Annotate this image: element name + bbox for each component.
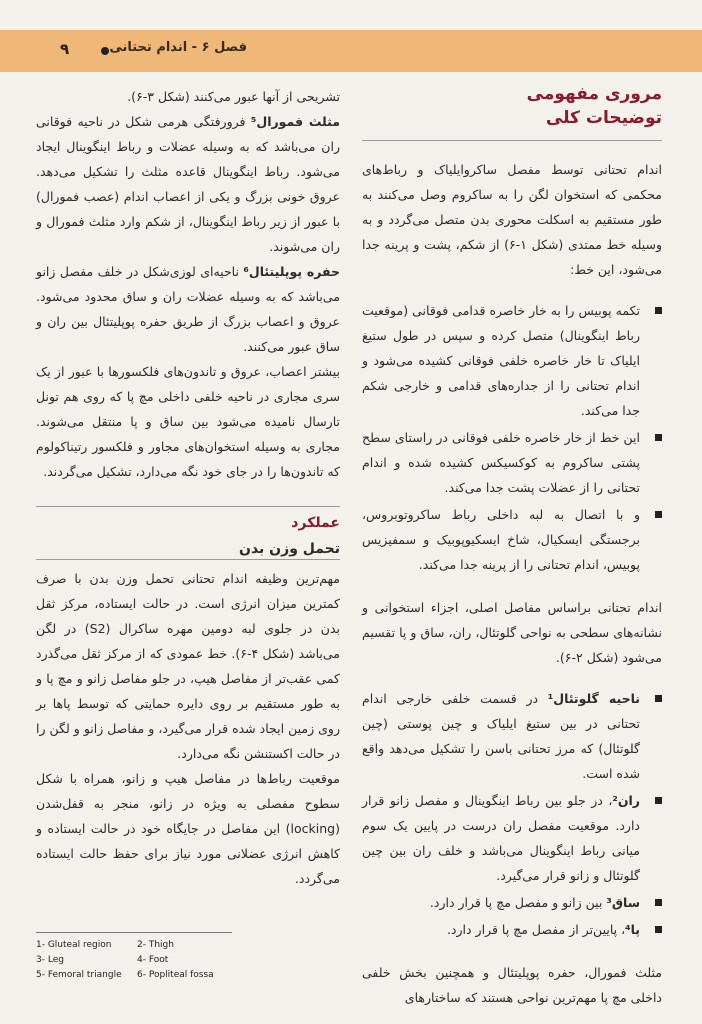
boundary-list — [362, 298, 662, 577]
footnote: 1- Gluteal region — [36, 940, 112, 950]
femoral-triangle-paragraph: مثلث فمورال⁵ فرورفتگی هرمی شکل در ناحیه فوقانی ران می‌باشد که به وسیله عضلات و رباط اینگوینال ایجاد می‌شود. رباط اینگوینال قاعده مثلث را تشکیل می‌دهد. عروق خونی بزرگ و یکی از اعصاب اندام (عصب فمورال) با عبور از زیر رباط اینگوینال، از شکم وارد مثلث فمورال و ران می‌شوند. — [36, 114, 340, 254]
term-popliteal-fossa: حفره پوپلیتئال⁶ — [243, 264, 340, 279]
locking-paragraph: موقعیت رباط‌ها در مفاصل هیپ و زانو، همراه با شکل سطوح مفصلی به ویژه در زانو، منجر به قفل‌شدن (locking) این مفاصل در جایگاه خود در حالت ایستاده و کاهش انرژی عضلانی مورد نیاز برای حفظ حالت ایستاده می‌گردد. — [36, 771, 340, 886]
closing-paragraph: مثلث فمورال، حفره پوپلیتئال و همچنین بخش خلفی داخلی مچ پا مهم‌ترین نواحی هستند که ساختارهای — [362, 965, 662, 1005]
bullet-square-icon — [655, 926, 662, 933]
footnote: 5- Femoral triangle — [36, 970, 122, 980]
term-thigh: ران² — [612, 793, 640, 808]
weight-paragraph: مهم‌ترین وظیفه اندام تحتانی تحمل وزن بدن با صرف کمترین میزان انرژی است. در حالت ایستاده، مرکز ثقل بدن در جلوی لبه دومین مهره ساکرال (S2) در لگن می‌باشد (شکل ۴-۶). خط عمودی که از مرکز ثقل می‌گذرد کمی عقب‌تر از مفاصل هیپ، در جلو مفاصل زانو و مچ پا و به طور مستقیم بر روی دایره حمایتی که توسط پاها بر روی زمین ایجاد شده قرار می‌گیرد، و مفاصل زانو و لگن را در حالت اکستنشن نگه می‌دارد. — [36, 571, 341, 761]
paragraph: تشریحی از آنها عبور می‌کنند (شکل ۳-۶). — [127, 89, 340, 104]
bullet-square-icon — [655, 695, 662, 702]
term-femoral-triangle: مثلث فمورال⁵ — [250, 114, 340, 129]
popliteal-fossa-paragraph: حفره پوپلیتئال⁶ ناحیه‌ای لوزی‌شکل در خلف مفصل زانو می‌باشد که به وسیله عضلات ران و ساق محدود می‌شود. عروق و اعصاب بزرگ از طریق حفره پوپلیتئال بین ران و ساق عبور می‌کنند. — [36, 264, 340, 354]
chapter-title: فصل ۶ - اندام تحتانی — [109, 40, 247, 55]
title-divider — [362, 140, 662, 141]
bullet-square-icon — [655, 797, 662, 804]
left-column — [36, 84, 340, 891]
header-dot-icon — [101, 47, 109, 55]
list-item: این خط از خار خاصره خلفی فوقانی در راستای سطح پشتی ساکروم به کوکسیکس کشیده شده و اندام تحتانی را از عضلات پشت جدا می‌کند. — [362, 425, 662, 500]
footnote: 6- Popliteal fossa — [137, 970, 214, 980]
list-item: پا⁴، پایین‌تر از مفصل مچ پا قرار دارد. — [362, 917, 662, 942]
section-title-general: توضیحات کلی — [545, 108, 662, 128]
footnote: 2- Thigh — [137, 940, 174, 950]
section-title-overview: مروری مفهومی — [526, 84, 662, 104]
subsection-title-weight: تحمل وزن بدن — [36, 541, 340, 560]
intro-paragraph: اندام تحتانی توسط مفصل ساکروایلیاک و رباط‌های محکمی که استخوان لگن را به ساکروم وصل می‌کنند به طور مستقیم به اسکلت محوری بدن متصل می‌گردد و به وسیله خط ممتدی (شکل ۱-۶) از شکم، پشت و پرینه جدا می‌شود، این خط: — [362, 162, 662, 277]
bullet-square-icon — [655, 511, 662, 518]
regions-paragraph: اندام تحتانی براساس مفاصل اصلی، اجزاء استخوانی و نشانه‌های سطحی به نواحی گلوتئال، ران، ساق و پا تقسیم می‌شود (شکل ۲-۶). — [362, 600, 662, 665]
section-title-function: عملکرد — [36, 506, 340, 531]
page-header — [0, 30, 702, 72]
bullet-square-icon — [655, 434, 662, 441]
term-leg: ساق³ — [606, 895, 640, 910]
list-item: ناحیه گلوتئال¹ در قسمت خلفی خارجی اندام تحتانی در بین ستیغ ایلیاک و چین پوستی (چین گلوتئال) که مرز تحتانی باسن را تشکیل می‌دهد واقع شده است. — [362, 686, 662, 786]
list-item: تکمه پوبیس را به خار خاصره قدامی فوقانی (موقعیت رباط اینگوینال) متصل کرده و سپس در طول ستیغ ایلیاک تا خار خاصره خلفی فوقانی کشیده می‌شود و اندام تحتانی را از جداره‌های قدامی و خارجی شکم جدا می‌کند. — [362, 298, 662, 423]
bullet-square-icon — [655, 307, 662, 314]
regions-list — [362, 686, 662, 942]
list-item: و با اتصال به لبه داخلی رباط ساکروتوبروس، برجستگی ایسکیال، شاخ ایسکیوپوبیک و سمفیزیس پوبیس، اندام تحتانی را از پرینه جدا می‌کند. — [362, 502, 662, 577]
page-number: ۹ — [60, 40, 70, 58]
term-gluteal: ناحیه گلوتئال¹ — [547, 691, 640, 706]
footnote: 3- Leg — [36, 955, 64, 965]
footnote: 4- Foot — [137, 955, 169, 965]
right-column — [362, 82, 662, 1010]
list-item: ران²، در جلو بین رباط اینگوینال و مفصل زانو قرار دارد. موقعیت مفصل ران درست در پایین یک سوم میانی رباط اینگوینال می‌باشد و خلف ران بین چین گلوتئال و زانو قرار می‌گیرد. — [362, 788, 662, 888]
term-foot: پا⁴ — [625, 922, 640, 937]
tarsal-tunnel-paragraph: بیشتر اعصاب، عروق و تاندون‌های فلکسورها با عبور از یک سری مجاری در ناحیه خلفی داخلی مچ پا که روی هم تونل تارسال نامیده می‌شود بین ساق و پا منتقل می‌شوند. مجاری به وسیله استخوان‌های مجاور و فلکسور رتیناکولوم که تاندون‌ها را در جای خود نگه می‌دارد، تشکیل می‌گردند. — [36, 364, 340, 479]
footnotes — [36, 932, 232, 982]
list-item: ساق³ بین زانو و مفصل مچ پا قرار دارد. — [362, 890, 662, 915]
bullet-square-icon — [655, 899, 662, 906]
